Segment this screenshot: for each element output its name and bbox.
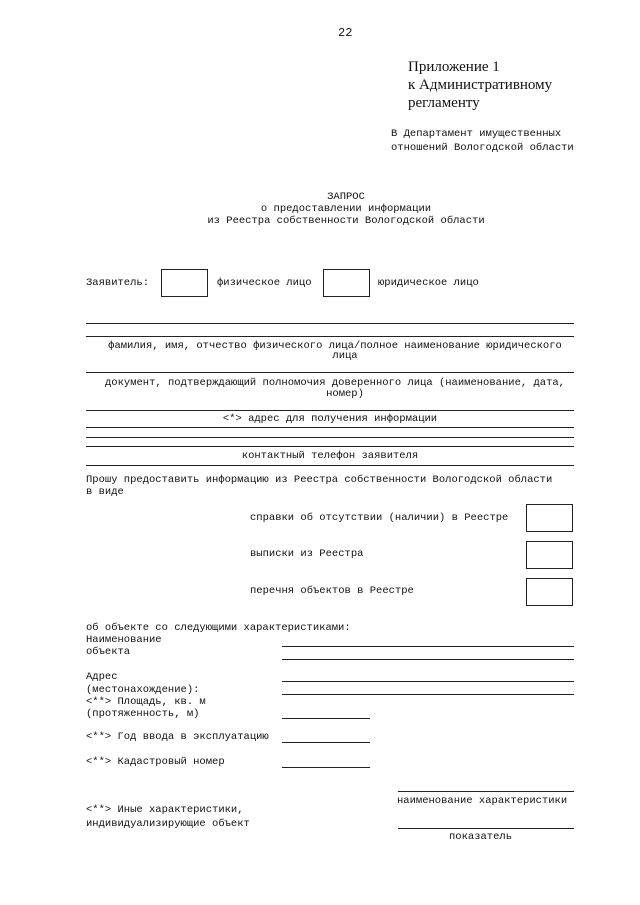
characteristic-name-line[interactable] (398, 791, 574, 792)
name-caption-line-2: лица (332, 350, 358, 362)
characteristic-name-caption: наименование характеристики (397, 795, 568, 807)
other-label-1: <**> Иные характеристики, (86, 804, 244, 816)
cadastral-label: <**> Кадастровый номер (86, 756, 225, 768)
indicator-line[interactable] (398, 828, 574, 829)
object-address-label-2: (местонахождение): (86, 684, 200, 696)
title-line-2: о предоставлении информации (260, 203, 432, 215)
legal-entity-checkbox[interactable] (323, 269, 370, 297)
object-name-line[interactable] (282, 646, 574, 647)
address-line[interactable] (86, 410, 574, 411)
year-line[interactable] (282, 742, 370, 743)
extract-checkbox[interactable] (526, 541, 573, 569)
area-label-1: <**> Площадь, кв. м (86, 696, 206, 708)
object-address-line-2[interactable] (282, 694, 574, 695)
appendix-line-3: регламенту (408, 95, 480, 111)
request-text-line-1: Прошу предоставить информацию из Реестра собственности Вологодской области (86, 474, 553, 486)
applicant-name-line-2[interactable] (86, 336, 574, 337)
phone-line[interactable] (86, 446, 574, 447)
title-line-1: ЗАПРОС (327, 191, 365, 203)
applicant-name-line[interactable] (86, 323, 574, 324)
authority-document-line[interactable] (86, 372, 574, 373)
indicator-caption: показатель (449, 831, 513, 843)
title-line-3: из Реестра собственности Вологодской области (207, 215, 485, 227)
page-number: 22 (338, 26, 353, 40)
address-line-2[interactable] (86, 427, 574, 428)
year-label: <**> Год ввода в эксплуатацию (86, 731, 269, 743)
document-caption-line-2: номер) (326, 388, 364, 400)
applicant-label: Заявитель: (86, 277, 150, 289)
appendix-line-2: к Административному (408, 77, 553, 93)
object-address-line[interactable] (282, 681, 574, 682)
legal-entity-label: юридическое лицо (378, 277, 479, 289)
list-checkbox[interactable] (526, 578, 573, 606)
appendix-line-1: Приложение 1 (408, 59, 500, 75)
object-intro: об объекте со следующими характеристиками: (86, 622, 351, 634)
other-label-2: индивидуализирующие объект (86, 818, 250, 830)
individual-label: физическое лицо (217, 277, 312, 289)
certificate-checkbox[interactable] (526, 504, 573, 532)
list-label: перечня объектов в Реестре (250, 585, 414, 597)
address-caption: <*> адрес для получения информации (222, 413, 438, 425)
name-caption-line-1: фамилия, имя, отчество физического лица/полное наименование юридического (108, 340, 562, 352)
extract-label: выписки из Реестра (250, 548, 364, 560)
object-address-label-1: Адрес (86, 671, 118, 683)
request-text-line-2: в виде (86, 486, 124, 498)
certificate-label: справки об отсутствии (наличии) в Реестре (250, 512, 509, 524)
area-label-2: (протяженность, м) (86, 708, 200, 720)
phone-line-2[interactable] (86, 465, 574, 466)
area-line[interactable] (282, 718, 370, 719)
address-line-3[interactable] (86, 437, 574, 438)
object-name-label-2: объекта (86, 646, 131, 658)
individual-checkbox[interactable] (161, 269, 208, 297)
phone-caption: контактный телефон заявителя (241, 450, 419, 462)
object-name-label-1: Наименование (86, 634, 162, 646)
cadastral-line[interactable] (282, 767, 370, 768)
document-caption-line-1: документ, подтверждающий полномочия доверенного лица (наименование, дата, (105, 377, 565, 389)
addressee-line-2: отношений Вологодской области (391, 142, 574, 154)
object-name-line-2[interactable] (282, 659, 574, 660)
addressee-line-1: В Департамент имущественных (391, 128, 562, 140)
